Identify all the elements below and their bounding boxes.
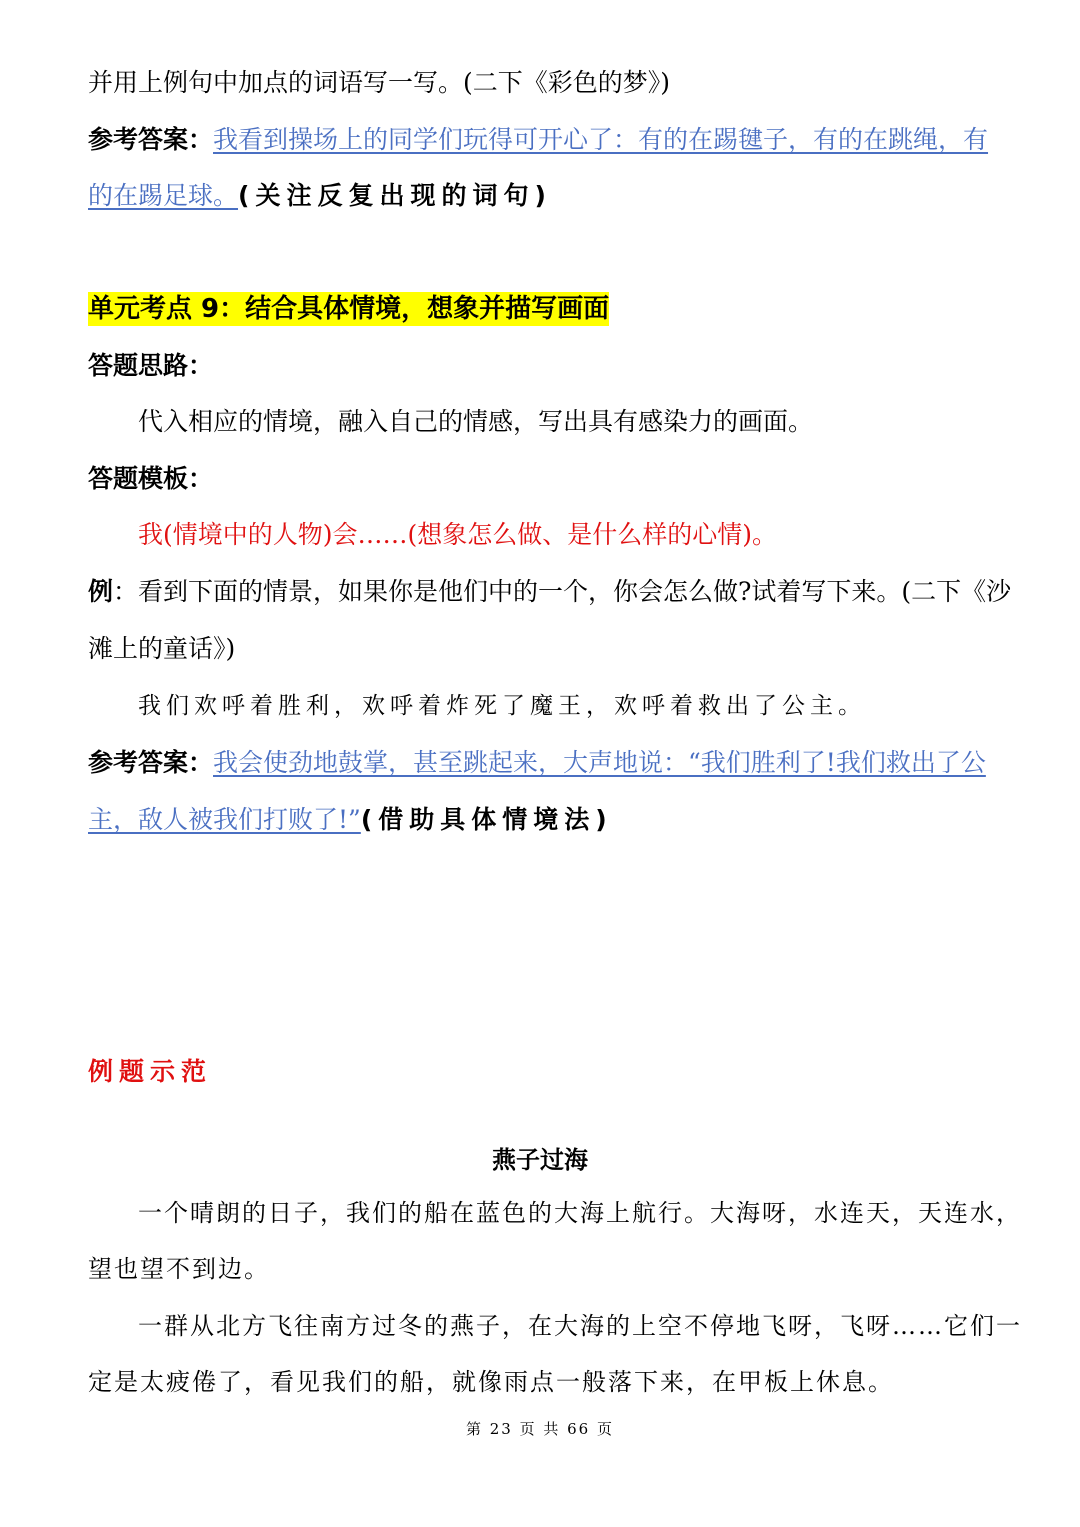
story-title: 燕子过海 [492,1146,588,1174]
intro-answer-line1 [88,123,988,157]
example-text: ：看到下面的情景，如果你是他们中的一个，你会怎么做?试着写下来。(二下《沙 [113,577,1012,606]
example-line1 [88,575,1011,609]
example-line2: 滩上的童话》) [88,634,236,663]
section-answer-text-1: 我会使劲地鼓掌，甚至跳起来，大声地说：“我们胜利了!我们救出了公 [213,748,986,777]
section-answer-note: (借助具体情境法) [360,805,613,834]
section-title-highlight: 单元考点 9：结合具体情境，想象并描写画面 [88,294,610,324]
intro-line: 并用上例句中加点的词语写一写。(二下《彩色的梦》) [88,68,671,97]
demo-label: 例题示范 [88,1057,213,1086]
page-footer: 第 23 页 共 66 页 [465,1420,614,1438]
idea-label: 答题思路： [88,351,214,380]
section-answer-line2 [88,803,613,837]
section-answer-label: 参考答案： [88,748,214,777]
section-title [88,292,609,326]
idea-text: 代入相应的情境，融入自己的情感，写出具有感染力的画面。 [138,407,814,436]
intro-answer-text-2: 的在踢足球。 [88,181,239,210]
intro-answer-line2 [88,179,552,213]
intro-answer-label: 参考答案： [88,125,214,154]
template-label: 答题模板： [88,464,214,493]
story-p1-line1: 一个晴朗的日子，我们的船在蓝色的大海上航行。大海呀，水连天，天连水， [138,1199,1022,1227]
example-quote: 我们欢呼着胜利，欢呼着炸死了魔王，欢呼着救出了公主。 [138,693,866,719]
story-p1-line2: 望也望不到边。 [88,1255,270,1283]
intro-answer-note: (关注反复出现的词句) [238,181,552,210]
example-label: 例 [88,577,114,606]
story-p2-line1: 一群从北方飞往南方过冬的燕子，在大海的上空不停地飞呀，飞呀……它们一 [138,1312,1022,1340]
intro-answer-text-1: 我看到操场上的同学们玩得可开心了：有的在踢毽子，有的在跳绳，有 [213,125,989,154]
story-p2-line2: 定是太疲倦了，看见我们的船，就像雨点一般落下来，在甲板上休息。 [88,1368,894,1396]
section-answer-line1 [88,746,986,780]
section-answer-text-2: 主，敌人被我们打败了!” [88,805,361,834]
template-text: 我(情境中的人物)会……(想象怎么做、是什么样的心情)。 [138,520,778,549]
